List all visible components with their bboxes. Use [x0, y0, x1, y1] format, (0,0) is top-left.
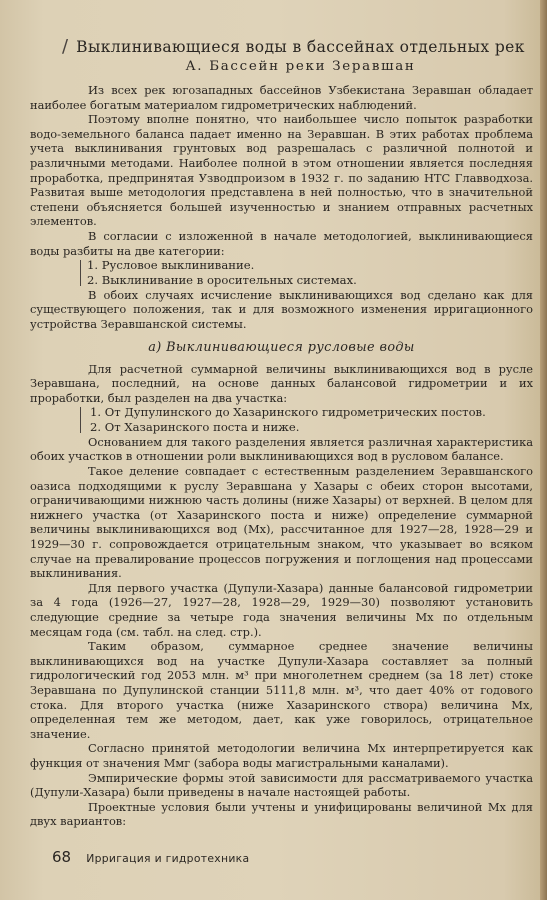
- journal-name: Ирригация и гидротехника: [86, 852, 250, 865]
- body-paragraph-1: Основанием для такого разделения является различная характеристика обоих участков в отношении роли выклинивающихся вод в русловом балансе.: [30, 434, 533, 464]
- intro-paragraph-3: В согласии с изложенной в начале методологией, выклинивающиеся воды разбиты на две категории:: [30, 228, 533, 258]
- pen-mark: /: [62, 36, 69, 57]
- category-list: [30, 258, 533, 288]
- margin-bar: [80, 407, 81, 433]
- body-paragraph-7: Проектные условия были учтены и унифицированы величиной Мх для двух вариантов:: [30, 799, 533, 829]
- body-paragraph-4: Таким образом, суммарное среднее значение величины выклинивающихся вод на участке Дупули-Хазара составляет за полный гидрологический год 2053 млн. м³ при многолетнем среднем (за 18 лет) стоке Зеравшана по Дупулинской станции 5111,8 млн. м³, что дает 40% от годового стока. Для второго участка (ниже Хазаринского створа) величина Мх, определенная тем же методом, дает, как уже говорилось, отрицательное значение.: [30, 639, 533, 741]
- page-title: Выклинивающиеся воды в бассейнах отдельных рек: [76, 38, 525, 56]
- category-item-1: 1. Русловое выклинивание.: [87, 258, 255, 273]
- section-paragraph-1: Для расчетной суммарной величины выклинивающихся вод в русле Зеравшана, последний, на основе данных балансовой гидрометрии и их проработки, был разделен на два участка:: [30, 361, 533, 405]
- sections-item-2: 2. От Хазаринского поста и ниже.: [90, 420, 300, 435]
- body-paragraph-6: Эмпирические формы этой зависимости для рассматриваемого участка (Дупули-Хазара) были приведены в начале настоящей работы.: [30, 770, 533, 800]
- body-paragraph-3: Для первого участка (Дупули-Хазара) данные балансовой гидрометрии за 4 года (1926—27, 1927—28, 1928—29, 1929—30) позволяют установить следующие средние за четыре года значения величины Мх по отдельным месяцам года (см. табл. на след. стр.).: [30, 580, 533, 639]
- page-subtitle: А. Бассейн реки Зеравшан: [185, 59, 416, 74]
- margin-bar: [80, 260, 81, 286]
- intro-paragraph-2: Поэтому вполне понятно, что наибольшее число попыток разработки водо-земельного баланса падает именно на Зеравшан. В этих работах проблема учета выклинивания грунтовых вод разрешалась с различной полнотой и различными методами. Наиболее полной в этом отношении является последняя проработка, предпринятая Узводпроизом в 1932 г. по заданию НТС Главводхоза. Развитая выше методология представлена в ней полностью, что в значительной степени объясняется большей изученностью и знанием отправных расчетных элементов.: [30, 112, 533, 229]
- sections-list: [30, 405, 533, 435]
- page-number: 68: [52, 848, 72, 866]
- page-edge: [540, 0, 547, 900]
- body-paragraph-5: Согласно принятой методологии величина Мх интерпретируется как функция от значения Ммг (забора воды магистральными каналами).: [30, 741, 533, 770]
- page-footer: [52, 847, 249, 866]
- intro-paragraph-4: В обоих случаях исчисление выклинивающихся вод сделано как для существующего положения, так и для возможного изменения ирригационного устройства Зеравшанской системы.: [30, 287, 533, 331]
- section-heading: а) Выклинивающиеся русловые воды: [148, 339, 415, 355]
- sections-item-1: 1. От Дупулинского до Хазаринского гидрометрических постов.: [90, 405, 486, 420]
- intro-paragraph-1: Из всех рек югозападных бассейнов Узбекистана Зеравшан обладает наиболее богатым материалом гидрометрических наблюдений.: [30, 83, 533, 112]
- body-paragraph-2: Такое деление совпадает с естественным разделением Зеравшанского оазиса подходящими к руслу Зеравшана у Хазары с обеих сторон высотами, ограничивающими нижнюю часть долины (ниже Хазары) от верхней. В целом для нижнего участка (от Хазаринского поста и ниже) определение суммарной величины выклинивающихся вод (Мх), рассчитанное для 1927—28, 1928—29 и 1929—30 г. сопровождается отрицательным знаком, что указывает во всяком случае на превалирование процессов погружения и поглощения над процессами выклинивания.: [30, 464, 533, 581]
- category-item-2: 2. Выклинивание в оросительных системах.: [87, 272, 357, 287]
